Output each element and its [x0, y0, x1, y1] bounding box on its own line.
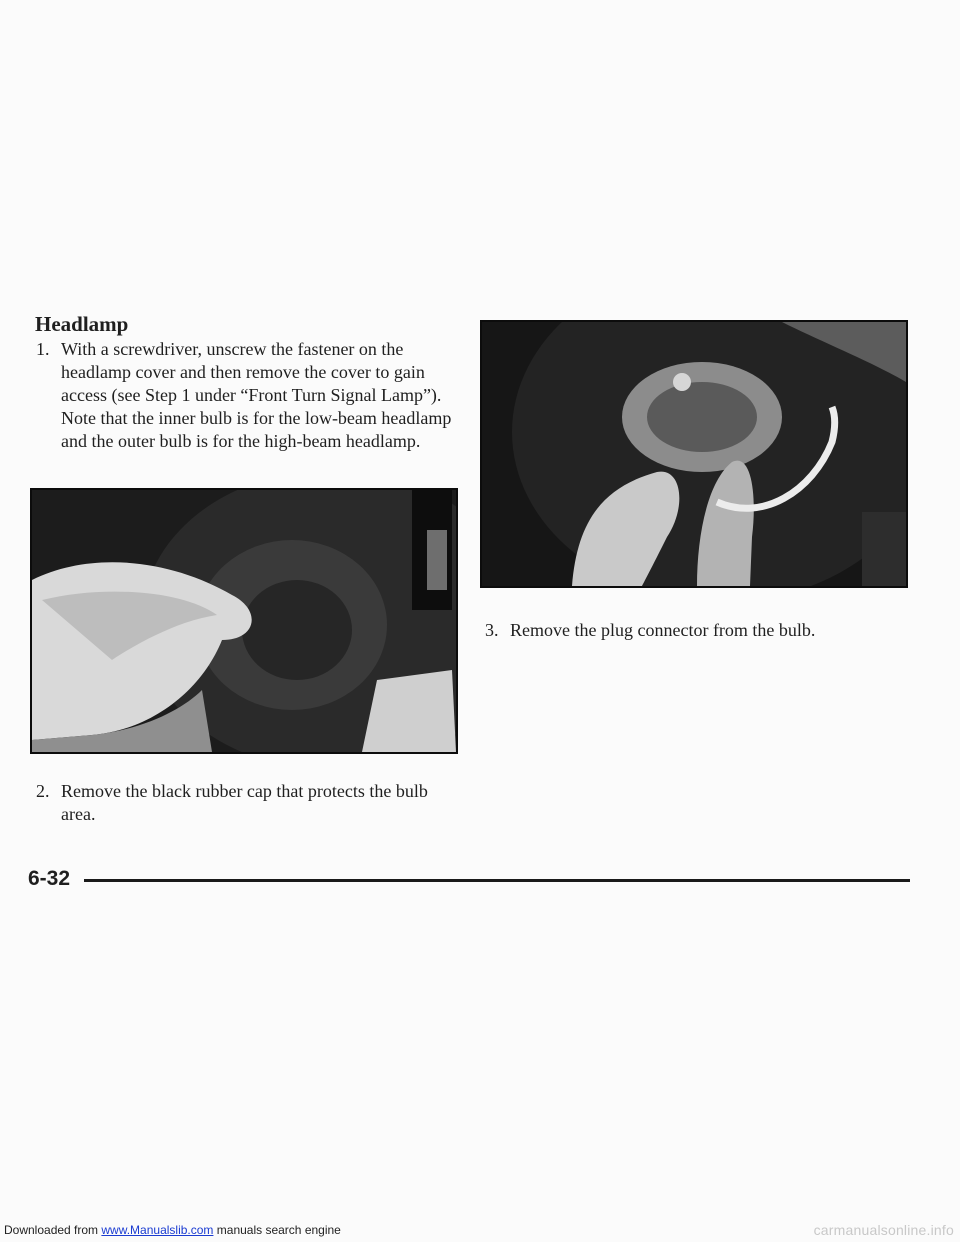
- step-number: 1.: [36, 339, 50, 359]
- photo-rubber-cap-image: [32, 490, 456, 752]
- footer-prefix: Downloaded from: [4, 1223, 102, 1237]
- page-number: 6-32: [28, 867, 71, 890]
- page-footer-rule: [84, 879, 910, 882]
- step-text: With a screwdriver, unscrew the fastener on the headlamp cover and then remove the cover to gain access (see Step 1 under “Front Turn Signal Lamp”). Note that the inner bulb is for the low-beam headlamp and the outer bulb is for the high-beam headlamp.: [61, 339, 452, 451]
- step-1: [36, 338, 456, 453]
- download-footer: [4, 1223, 341, 1237]
- photo-plug-connector-image: [482, 322, 906, 586]
- manualslib-link[interactable]: www.Manualslib.com: [101, 1223, 214, 1237]
- footer-suffix: manuals search engine: [213, 1223, 341, 1237]
- step-number: 3.: [485, 620, 499, 640]
- photo-remove-plug-connector: [480, 320, 908, 588]
- step-number: 2.: [36, 781, 50, 801]
- step-text: Remove the black rubber cap that protects the bulb area.: [61, 781, 428, 824]
- step-text: Remove the plug connector from the bulb.: [510, 620, 816, 640]
- section-title: Headlamp: [35, 312, 129, 336]
- watermark: carmanualsonline.info: [813, 1222, 954, 1238]
- step-3: [485, 619, 925, 642]
- step-2: [36, 780, 456, 826]
- photo-remove-rubber-cap: [30, 488, 458, 754]
